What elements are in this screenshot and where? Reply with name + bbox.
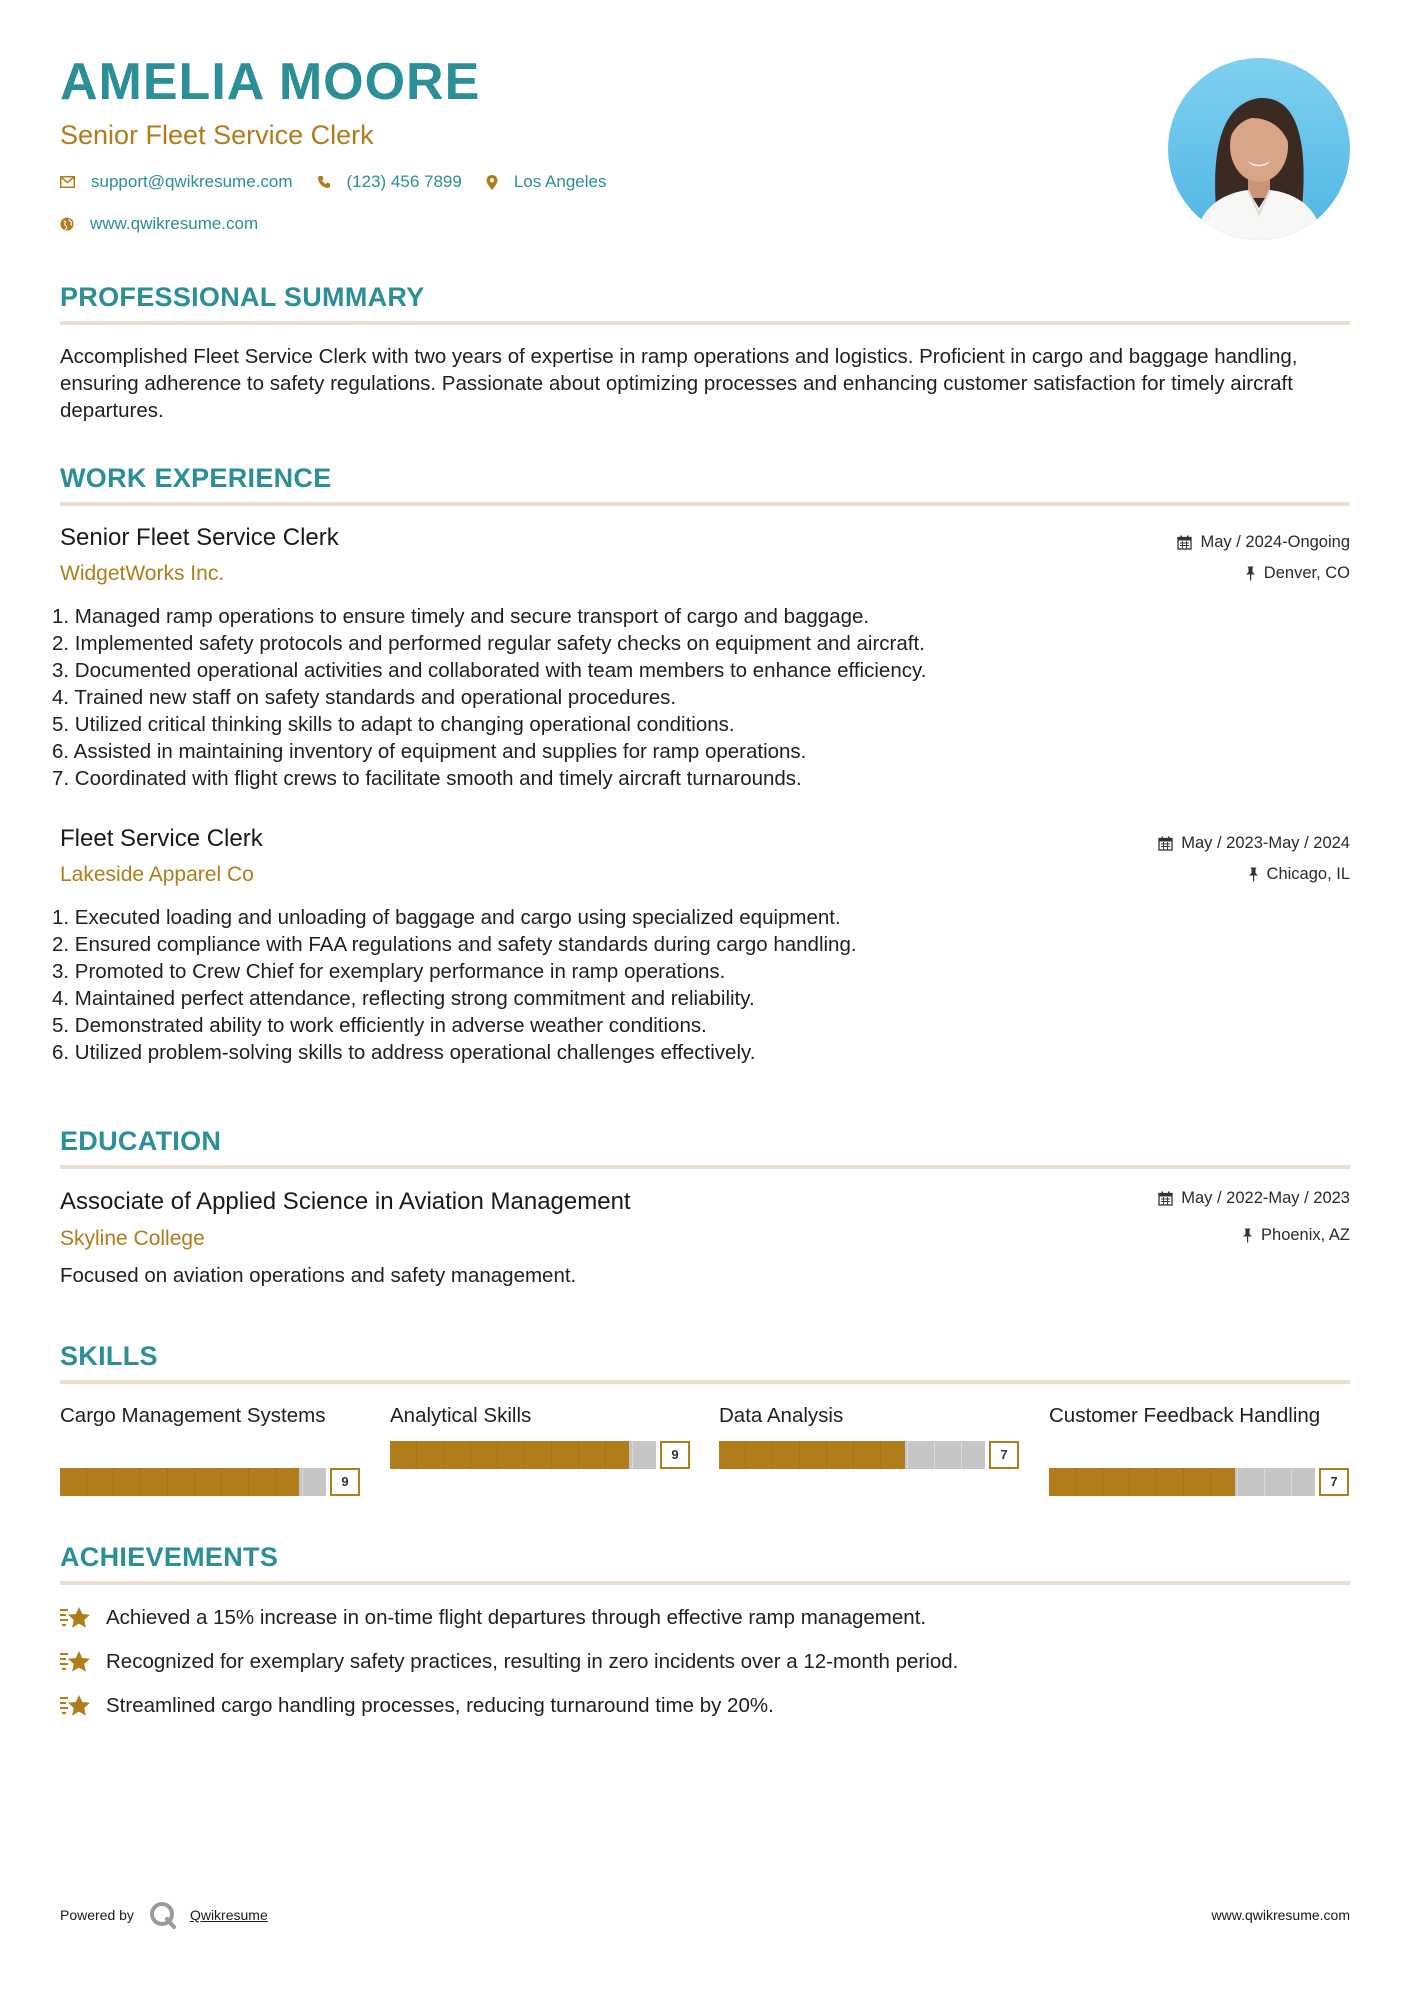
achievement-text: Achieved a 15% increase in on-time flight departures through effective ramp management. bbox=[106, 1606, 927, 1629]
section-divider bbox=[60, 1380, 1350, 1384]
phone-text: (123) 456 7899 bbox=[346, 172, 462, 191]
powered-by-label: Powered by bbox=[60, 1907, 134, 1923]
list-item: 6. Utilized problem-solving skills to address operational challenges effectively. bbox=[52, 1041, 756, 1064]
skill-bar-fill bbox=[719, 1441, 905, 1469]
section-title-skills: SKILLS bbox=[60, 1341, 158, 1371]
location-text: Chicago, IL bbox=[1266, 865, 1350, 883]
contact-row bbox=[60, 172, 630, 192]
footer-website[interactable]: www.qwikresume.com bbox=[1211, 1907, 1350, 1923]
location-text: Denver, CO bbox=[1263, 564, 1350, 582]
skill-name: Cargo Management Systems bbox=[60, 1404, 326, 1427]
contact-location bbox=[486, 172, 607, 192]
section-divider bbox=[60, 502, 1350, 506]
skill-item bbox=[390, 1402, 690, 1462]
degree-title: Associate of Applied Science in Aviation Management bbox=[60, 1188, 631, 1215]
dates-text: May / 2023-May / 2024 bbox=[1181, 834, 1350, 852]
list-item: 3. Documented operational activities and collaborated with team members to enhance efficiency. bbox=[52, 659, 927, 682]
skill-level-bar bbox=[719, 1441, 1019, 1469]
section-title-achievements: ACHIEVEMENTS bbox=[60, 1542, 279, 1572]
skill-item bbox=[1049, 1402, 1349, 1489]
map-pin-icon bbox=[486, 175, 498, 190]
calendar-icon bbox=[1158, 1191, 1173, 1206]
skill-bar-fill bbox=[1049, 1468, 1235, 1496]
star-icon bbox=[60, 1649, 92, 1675]
dates-text: May / 2022-May / 2023 bbox=[1181, 1189, 1350, 1207]
skill-name: Data Analysis bbox=[719, 1404, 844, 1427]
achievement-text: Recognized for exemplary safety practices, resulting in zero incidents over a 12-month period. bbox=[106, 1650, 959, 1673]
skill-level-bar bbox=[390, 1441, 690, 1469]
school-name: Skyline College bbox=[60, 1227, 205, 1250]
job-bullets bbox=[52, 603, 926, 792]
list-item: 2. Ensured compliance with FAA regulations and safety standards during cargo handling. bbox=[52, 933, 857, 956]
list-item: 5. Utilized critical thinking skills to adapt to changing operational conditions. bbox=[52, 713, 735, 736]
skill-name: Analytical Skills bbox=[390, 1404, 532, 1427]
job-location bbox=[1245, 564, 1350, 583]
skill-score: 9 bbox=[660, 1441, 690, 1469]
skill-name: Customer Feedback Handling bbox=[1049, 1404, 1321, 1427]
pushpin-icon bbox=[1245, 566, 1256, 581]
skill-score: 9 bbox=[330, 1468, 360, 1496]
education-location bbox=[1242, 1226, 1350, 1245]
location-text: Phoenix, AZ bbox=[1261, 1226, 1350, 1244]
skill-level-bar bbox=[1049, 1468, 1349, 1496]
contact-email[interactable] bbox=[60, 172, 293, 192]
job-title: Fleet Service Clerk bbox=[60, 825, 263, 852]
candidate-name: AMELIA MOORE bbox=[60, 53, 481, 111]
list-item: 1. Managed ramp operations to ensure timely and secure transport of cargo and baggage. bbox=[52, 605, 870, 628]
email-text: support@qwikresume.com bbox=[91, 172, 293, 191]
contact-phone[interactable] bbox=[317, 172, 462, 192]
section-divider bbox=[60, 321, 1350, 325]
job-dates bbox=[1177, 533, 1350, 552]
contact-website[interactable] bbox=[60, 214, 258, 234]
envelope-icon bbox=[60, 176, 75, 188]
list-item: 1. Executed loading and unloading of baggage and cargo using specialized equipment. bbox=[52, 906, 841, 929]
pushpin-icon bbox=[1248, 867, 1259, 882]
star-icon bbox=[60, 1693, 92, 1719]
achievement-item bbox=[60, 1693, 774, 1719]
qwikresume-logo-icon bbox=[148, 1900, 178, 1930]
location-text: Los Angeles bbox=[513, 172, 607, 191]
skill-item bbox=[60, 1402, 360, 1489]
skill-bar-fill bbox=[60, 1468, 299, 1496]
candidate-role: Senior Fleet Service Clerk bbox=[60, 120, 374, 150]
list-item: 6. Assisted in maintaining inventory of equipment and supplies for ramp operations. bbox=[52, 740, 807, 763]
education-dates bbox=[1158, 1189, 1350, 1208]
job-location bbox=[1248, 865, 1350, 884]
education-description: Focused on aviation operations and safety management. bbox=[60, 1264, 577, 1287]
website-text: www.qwikresume.com bbox=[90, 214, 259, 233]
list-item: 7. Coordinated with flight crews to facilitate smooth and timely aircraft turnarounds. bbox=[52, 767, 802, 790]
company-name: Lakeside Apparel Co bbox=[60, 863, 254, 886]
job-title: Senior Fleet Service Clerk bbox=[60, 524, 339, 551]
brand-link[interactable]: Qwikresume bbox=[189, 1907, 268, 1923]
skill-score: 7 bbox=[989, 1441, 1019, 1469]
skill-score: 7 bbox=[1319, 1468, 1349, 1496]
star-icon bbox=[60, 1605, 92, 1631]
skill-bar-fill bbox=[390, 1441, 629, 1469]
section-title-experience: WORK EXPERIENCE bbox=[60, 463, 332, 493]
footer-powered-by bbox=[60, 1900, 268, 1930]
list-item: 5. Demonstrated ability to work efficiently in adverse weather conditions. bbox=[52, 1014, 707, 1037]
achievement-item bbox=[60, 1649, 958, 1675]
dates-text: May / 2024-Ongoing bbox=[1200, 533, 1350, 551]
globe-icon bbox=[60, 217, 74, 231]
phone-icon bbox=[317, 175, 331, 189]
summary-text: Accomplished Fleet Service Clerk with two years of expertise in ramp operations and logistics. Proficient in cargo and baggage handling, ensuring adherence to safety regulations. Passionate about optimizing processes and enhancing customer satisfaction for timely aircraft departures. bbox=[60, 345, 1298, 422]
list-item: 4. Maintained perfect attendance, reflecting strong commitment and reliability. bbox=[52, 987, 755, 1010]
section-title-education: EDUCATION bbox=[60, 1126, 222, 1156]
list-item: 2. Implemented safety protocols and performed regular safety checks on equipment and aircraft. bbox=[52, 632, 925, 655]
section-divider bbox=[60, 1581, 1350, 1585]
pushpin-icon bbox=[1242, 1228, 1253, 1243]
list-item: 3. Promoted to Crew Chief for exemplary performance in ramp operations. bbox=[52, 960, 726, 983]
achievement-item bbox=[60, 1605, 926, 1631]
section-divider bbox=[60, 1165, 1350, 1169]
company-name: WidgetWorks Inc. bbox=[60, 562, 225, 585]
job-bullets bbox=[52, 904, 857, 1066]
skill-item bbox=[719, 1402, 1019, 1462]
calendar-icon bbox=[1158, 836, 1173, 851]
achievement-text: Streamlined cargo handling processes, reducing turnaround time by 20%. bbox=[106, 1694, 774, 1717]
job-dates bbox=[1158, 834, 1350, 853]
contact-row-web bbox=[60, 214, 282, 234]
avatar bbox=[1168, 58, 1350, 240]
section-title-summary: PROFESSIONAL SUMMARY bbox=[60, 282, 425, 312]
list-item: 4. Trained new staff on safety standards and operational procedures. bbox=[52, 686, 677, 709]
skill-level-bar bbox=[60, 1468, 360, 1496]
calendar-icon bbox=[1177, 535, 1192, 550]
